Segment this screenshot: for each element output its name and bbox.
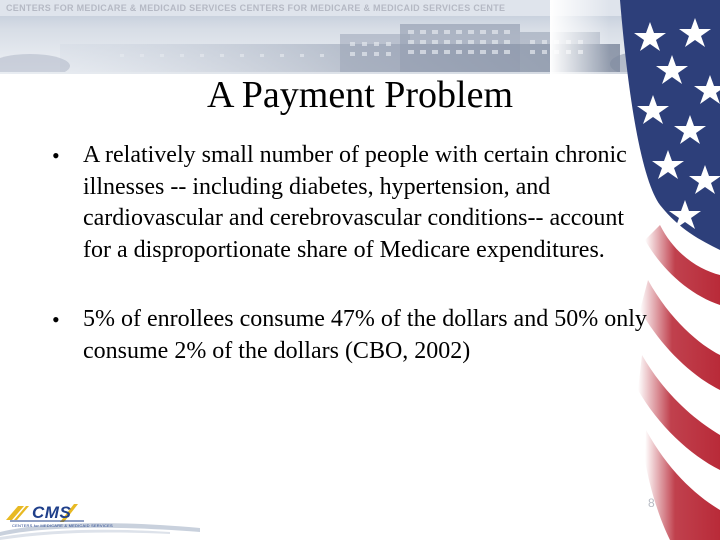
bullet-marker: • [52,307,60,332]
page-number: 8 [648,496,655,510]
bullet-item [52,304,652,367]
slide-title [0,72,720,118]
slide-title-text: A Payment Problem [206,74,514,116]
banner-caption: CENTERS FOR MEDICARE & MEDICAID SERVICES CENTERS FOR MEDICARE & MEDICAID SERVICES CENTE [0,0,720,16]
logo-wordmark: CMS [32,503,72,522]
bullet-item [52,140,652,266]
bullet-marker: • [52,143,60,168]
bullet-text: 5% of enrollees consume 47% of the dollars and 50% only consume 2% of the dollars (CBO, 2002) [83,306,647,364]
logo-subtitle: CENTERS for MEDICARE & MEDICAID SERVICES [12,523,113,528]
bullet-text: A relatively small number of people with certain chronic illnesses -- including diabetes, hypertension, and cardiovascular and cerebrovascular conditions-- account for a disproportionate share of Medicare expenditures. [83,142,627,263]
bullet-list [52,140,652,367]
cms-logo [4,500,113,540]
